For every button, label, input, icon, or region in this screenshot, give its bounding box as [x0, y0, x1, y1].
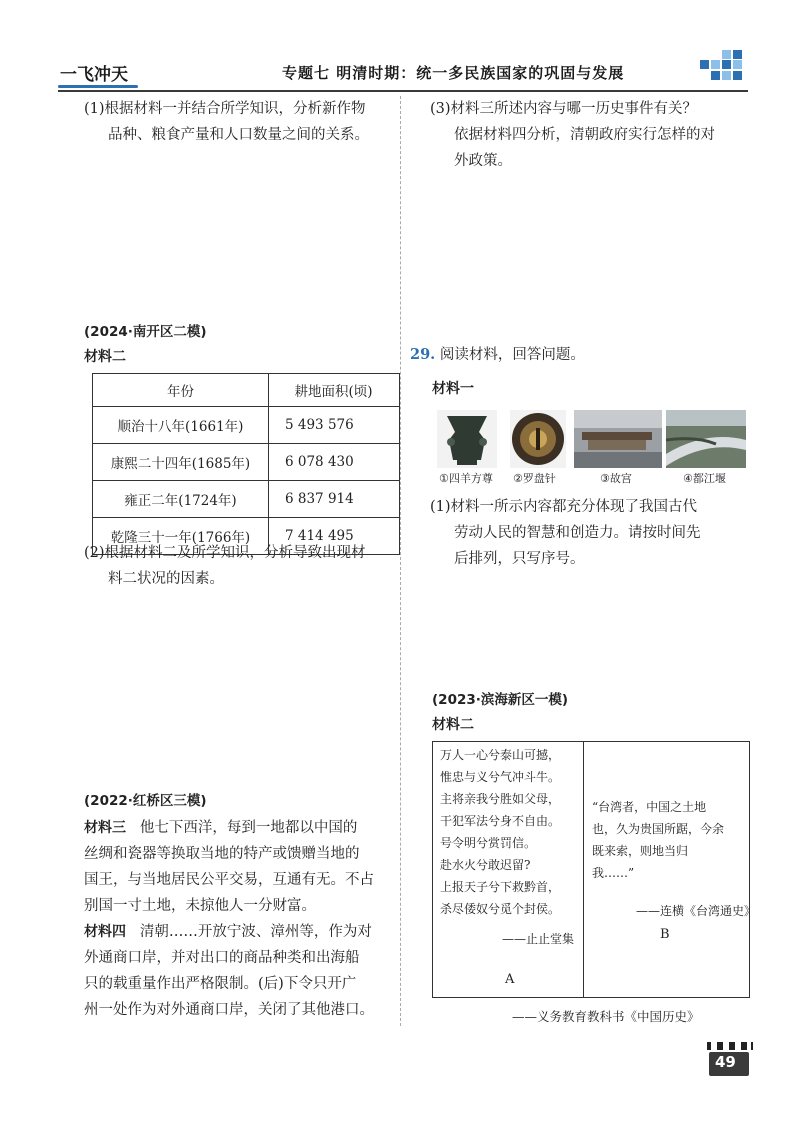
four-sheep-zun-icon — [437, 410, 497, 468]
brand-underline — [58, 85, 138, 88]
header-title: 专题七 明清时期：统一多民族国家的巩固与发展 — [282, 64, 625, 82]
table-row — [93, 407, 400, 444]
material-3-label: 材料三 — [84, 820, 126, 836]
page-number-badge — [705, 1040, 755, 1084]
poem-a: 万人一心兮泰山可撼， 惟忠与义兮气冲斗牛。 主将亲我兮胜如父母， 干犯军法兮身不自由。 号令明兮赏罚信。 赴水火兮敢迟留? 上报天子兮下救黔首， 杀尽倭奴兮觅个封侯。 — [440, 748, 561, 916]
compass-icon — [510, 410, 566, 468]
table-cell-year: 乾隆三十一年(1766年) — [93, 518, 269, 555]
header-rule — [58, 90, 748, 92]
material-2-box-source: ——义务教育教科书《中国历史》 — [512, 1009, 700, 1024]
table-cell-area: 5 493 576 — [269, 407, 400, 444]
source-2023: (2023·滨海新区一模) — [432, 692, 569, 708]
material-4: 材料四 清朝……开放宁波、漳州等，作为对 外通商口岸，并对出口的商品种类和出海船 只的载重量作出严格限制。(后)下令只开广 州一处作为对外通商口岸，关闭了其他港口。 — [84, 924, 374, 1018]
table-cell-year: 康熙二十四年(1685年) — [93, 444, 269, 481]
header-brand: 一飞冲天 — [60, 65, 128, 85]
right-question-1: (1)材料一所示内容都充分体现了我国古代 劳动人民的智慧和创造力。请按时间先 后排列，只写序号。 — [430, 499, 701, 567]
table-header-year: 年份 — [93, 374, 269, 407]
quote-b: “台湾者，中国之土地 也，久为贵国所踞，今余 既来索，则地当归 我……” — [592, 800, 725, 880]
material-2-label-right: 材料二 — [432, 717, 474, 733]
table-cell-area: 7 414 495 — [269, 518, 400, 555]
material-3: 材料三 他七下西洋，每到一地都以中国的 丝绸和瓷器等换取当地的特产或馈赠当地的 国王，与当地居民公平交易，互通有无。不占 别国一寸土地，未掠他人一分财富。 — [84, 820, 374, 914]
left-question-2: (2)根据材料二及所学知识，分析导致出现材 料二状况的因素。 — [84, 545, 366, 587]
image-caption: ③故宫 — [600, 472, 632, 485]
question-29 — [410, 342, 585, 368]
quote-b-source: ——连横《台湾通史》 — [636, 904, 757, 918]
farmland-table — [92, 373, 400, 555]
question-29-text: 阅读材料，回答问题。 — [439, 347, 585, 363]
source-2022: (2022·红桥区三模) — [84, 793, 207, 809]
forbidden-city-icon — [574, 410, 662, 468]
table-cell-year: 顺治十八年(1661年) — [93, 407, 269, 444]
poem-a-label: A — [505, 972, 515, 987]
table-row — [93, 481, 400, 518]
table-header-area: 耕地面积(顷) — [269, 374, 400, 407]
image-caption: ①四羊方尊 — [439, 472, 493, 485]
table-cell-area: 6 078 430 — [269, 444, 400, 481]
table-row — [93, 444, 400, 481]
material-1-label: 材料一 — [432, 381, 474, 397]
page-number: 49 — [715, 1053, 736, 1071]
quote-b-label: B — [660, 927, 670, 942]
dujiangyan-icon — [666, 410, 746, 468]
image-caption: ④都江堰 — [683, 472, 726, 485]
table-cell-year: 雍正二年(1724年) — [93, 481, 269, 518]
poem-a-source: ——止止堂集 — [502, 932, 575, 946]
question-29-number: 29. — [410, 346, 436, 363]
source-2024: (2024·南开区二模) — [84, 324, 207, 340]
material-4-label: 材料四 — [84, 924, 126, 940]
table-header-row — [93, 374, 400, 407]
table-cell-area: 6 837 914 — [269, 481, 400, 518]
image-caption: ②罗盘针 — [513, 472, 556, 485]
left-question-1: (1)根据材料一并结合所学知识，分析新作物 品种、粮食产量和人口数量之间的关系。 — [84, 101, 369, 143]
material-2-label: 材料二 — [84, 349, 126, 365]
column-divider — [400, 96, 401, 1026]
right-question-3: (3)材料三所述内容与哪一历史事件有关？ 依据材料四分析，清朝政府实行怎样的对 外政策。 — [430, 101, 715, 169]
material-2-box-divider — [583, 741, 584, 998]
